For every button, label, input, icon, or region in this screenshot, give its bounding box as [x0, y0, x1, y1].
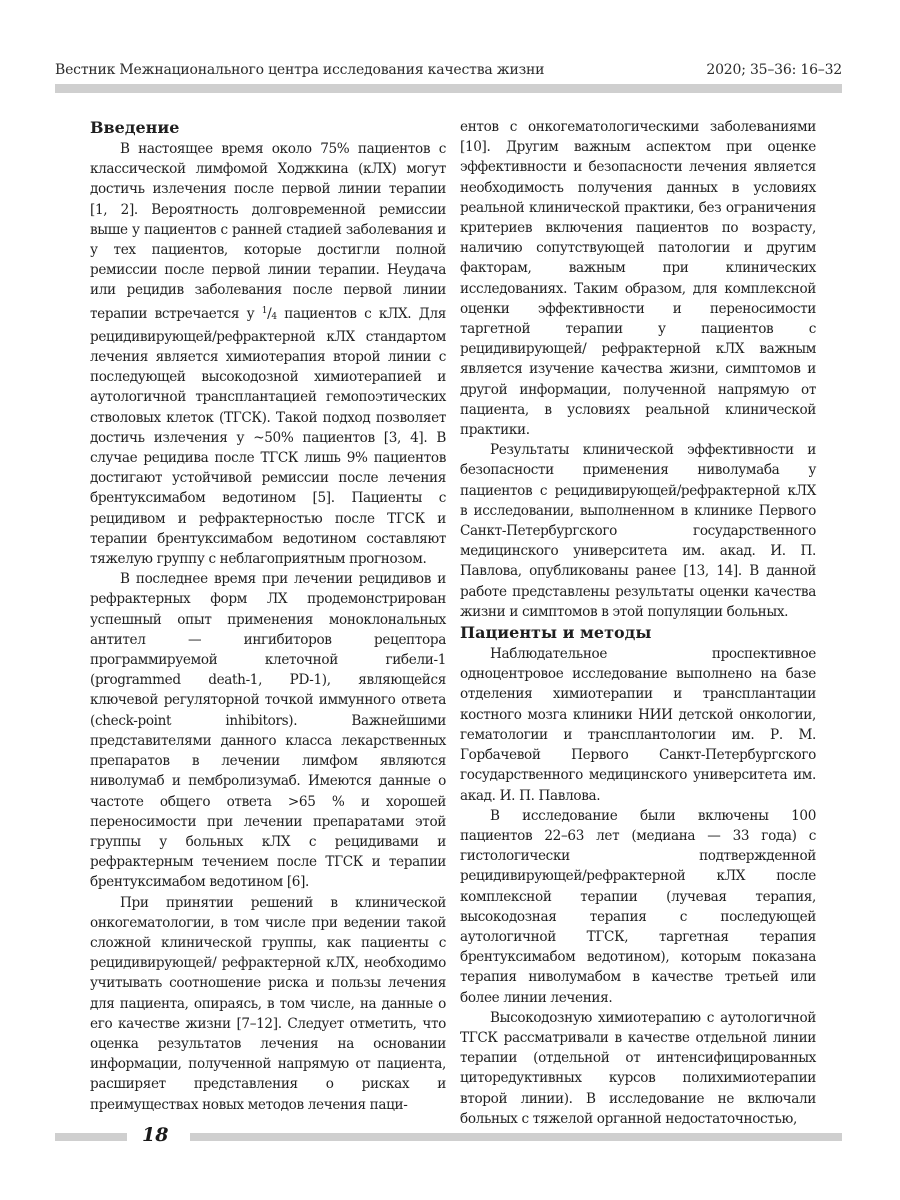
- paragraph-text: В настоящее время около 75% пациентов с классической лимфомой Ходжкина (кЛХ) могут достичь излечения после первой линии терапии [1, 2]. Вероятность долговременной ремиссии выше у пациентов с ранней стадией заболевания и у тех пациентов, которые достигли полной ремиссии после первой линии терапии. Неудача или рецидив заболевания после первой линии терапии встречается у: [90, 141, 446, 322]
- paragraph: Высокодозную химиотерапию с аутологичной ТГСК рассматривали в качестве отдельной линии терапии (отдельной от интенсифицированных циторедуктивных курсов полихимиотерапии второй линии). В исследование не включали больных с тяжелой органной недостаточностью,: [460, 1009, 816, 1127]
- journal-title: Вестник Межнационального центра исследования качества жизни: [55, 62, 545, 78]
- right-column: [460, 117, 816, 1129]
- section-heading-methods: Пациенты и методы: [460, 623, 652, 643]
- footer-rule-right: [190, 1133, 842, 1141]
- left-column: [90, 117, 446, 1115]
- section-heading-introduction: Введение: [90, 118, 180, 137]
- paragraph: В последнее время при лечении рецидивов и рефрактерных форм ЛХ продемонстрирован успешный опыт применения моноклональных антител — ингибиторов рецептора программируемой клеточной гибели-1 (programmed death-1, PD-1), являющейся ключевой регуляторной точкой иммунного ответа (check-point inhibitors). Важнейшими представителями данного класса лекарственных препаратов в лечении лимфом являются ниволумаб и пембролизумаб. Имеются данные о частоте общего ответа >65 % и хорошей переносимости при лечении препаратами этой группы у больных кЛХ с рецидивами и рефрактерным течением после ТГСК и терапии брентуксимабом ведотином [6].: [90, 571, 446, 891]
- page-number: 18: [142, 1124, 169, 1146]
- paragraph: При принятии решений в клинической онкогематологии, в том числе при ведении такой сложной клинической группы, как пациенты с рецидивирующей/ рефрактерной кЛХ, необходимо учитывать соотношение риска и пользы лечения для пациента, опираясь, в том числе, на данные о его качестве жизни [7–12]. Следует отметить, что оценка результатов лечения на основании информации, полученной напрямую от пациента, расширяет представления о рисках и преимуществах новых методов лечения паци-: [90, 894, 446, 1113]
- paragraph: В исследование были включены 100 пациентов 22–63 лет (медиана — 33 года) с гистологически подтвержденной рецидивирующей/рефрактерной кЛХ после комплексной терапии (лучевая терапия, высокодозная терапия с последующей аутологичной ТГСК, таргетная терапия брентуксимабом ведотином), которым показана терапия ниволумабом в качестве третьей или более линии лечения.: [460, 807, 816, 1006]
- paragraph: Наблюдательное проспективное одноцентровое исследование выполнено на базе отделения химиотерапии и трансплантации костного мозга клиники НИИ детской онкологии, гематологии и трансплантологии им. Р. М. Горбачевой Первого Санкт-Петербургского государственного медицинского университета им. акад. И. П. Павлова.: [460, 646, 816, 804]
- citation: 2020; 35–36: 16–32: [706, 62, 842, 78]
- fraction-numerator: 1: [261, 305, 268, 316]
- paragraph: Результаты клинической эффективности и безопасности применения ниволумаба у пациентов с рецидивирующей/рефрактерной кЛХ в исследовании, выполненном в клинике Первого Санкт-Петербургского государственного медицинского университета им. акад. И. П. Павлова, опубликованы ранее [13, 14]. В данной работе представлены результаты оценки качества жизни и симптомов в этой популяции больных.: [460, 442, 816, 620]
- footer-rule-left: [55, 1133, 127, 1141]
- running-head: [55, 62, 842, 78]
- paragraph: В настоящее время около 75% пациентов с классической лимфомой Ходжкина (кЛХ) могут достичь излечения после первой линии терапии [1, 2]. Вероятность долговременной ремиссии выше у пациентов с ранней стадией заболевания и у тех пациентов, которые достигли полной ремиссии после первой линии терапии. Неудача или рецидив заболевания после первой линии терапии встречается у $^1/_4$ пациентов с кЛХ. Для рецидивирующей/рефрактерной кЛХ стандартом лечения является химиотерапия второй линии с последующей высокодозной химиотерапией и аутологичной трансплантацией гемопоэтических стволовых клеток (ТГСК). Такой подход позволяет достичь излечения у ~50% пациентов [3, 4]. В случае рецидива после ТГСК лишь 9% пациентов достигают устойчивой ремиссии после лечения брентуксимабом ведотином [5]. Пациенты с рецидивом и рефрактерностью после ТГСК и терапии брентуксимабом ведотином составляют тяжелую группу с неблагоприятным прогнозом.: [90, 141, 446, 568]
- paragraph-continued: ентов с онкогематологическими заболеваниями [10]. Другим важным аспектом при оценке эффективности и безопасности лечения является необходимость получения данных в условиях реальной клинической практики, без ограничения критериев включения пациентов по возрасту, наличию сопутствующей патологии и другим факторам, важным при клинических исследованиях. Таким образом, для комплексной оценки эффективности и переносимости таргетной терапии у пациентов с рецидивирующей/ рефрактерной кЛХ важным является изучение качества жизни, симптомов и другой информации, полученной напрямую от пациента, в условиях реальной клинической практики.: [460, 119, 816, 439]
- fraction-denominator: 4: [271, 311, 277, 322]
- header-rule: [55, 84, 842, 93]
- paragraph-text: пациентов с кЛХ. Для рецидивирующей/рефрактерной кЛХ стандартом лечения является химиотерапия второй линии с последующей высокодозной химиотерапией и аутологичной трансплантацией гемопоэтических стволовых клеток (ТГСК). Такой подход позволяет достичь излечения у ~50% пациентов [3, 4]. В случае рецидива после ТГСК лишь 9% пациентов достигают устойчивой ремиссии после лечения брентуксимабом ведотином [5]. Пациенты с рецидивом и рефрактерностью после ТГСК и терапии брентуксимабом ведотином составляют тяжелую группу с неблагоприятным прогнозом.: [90, 305, 446, 568]
